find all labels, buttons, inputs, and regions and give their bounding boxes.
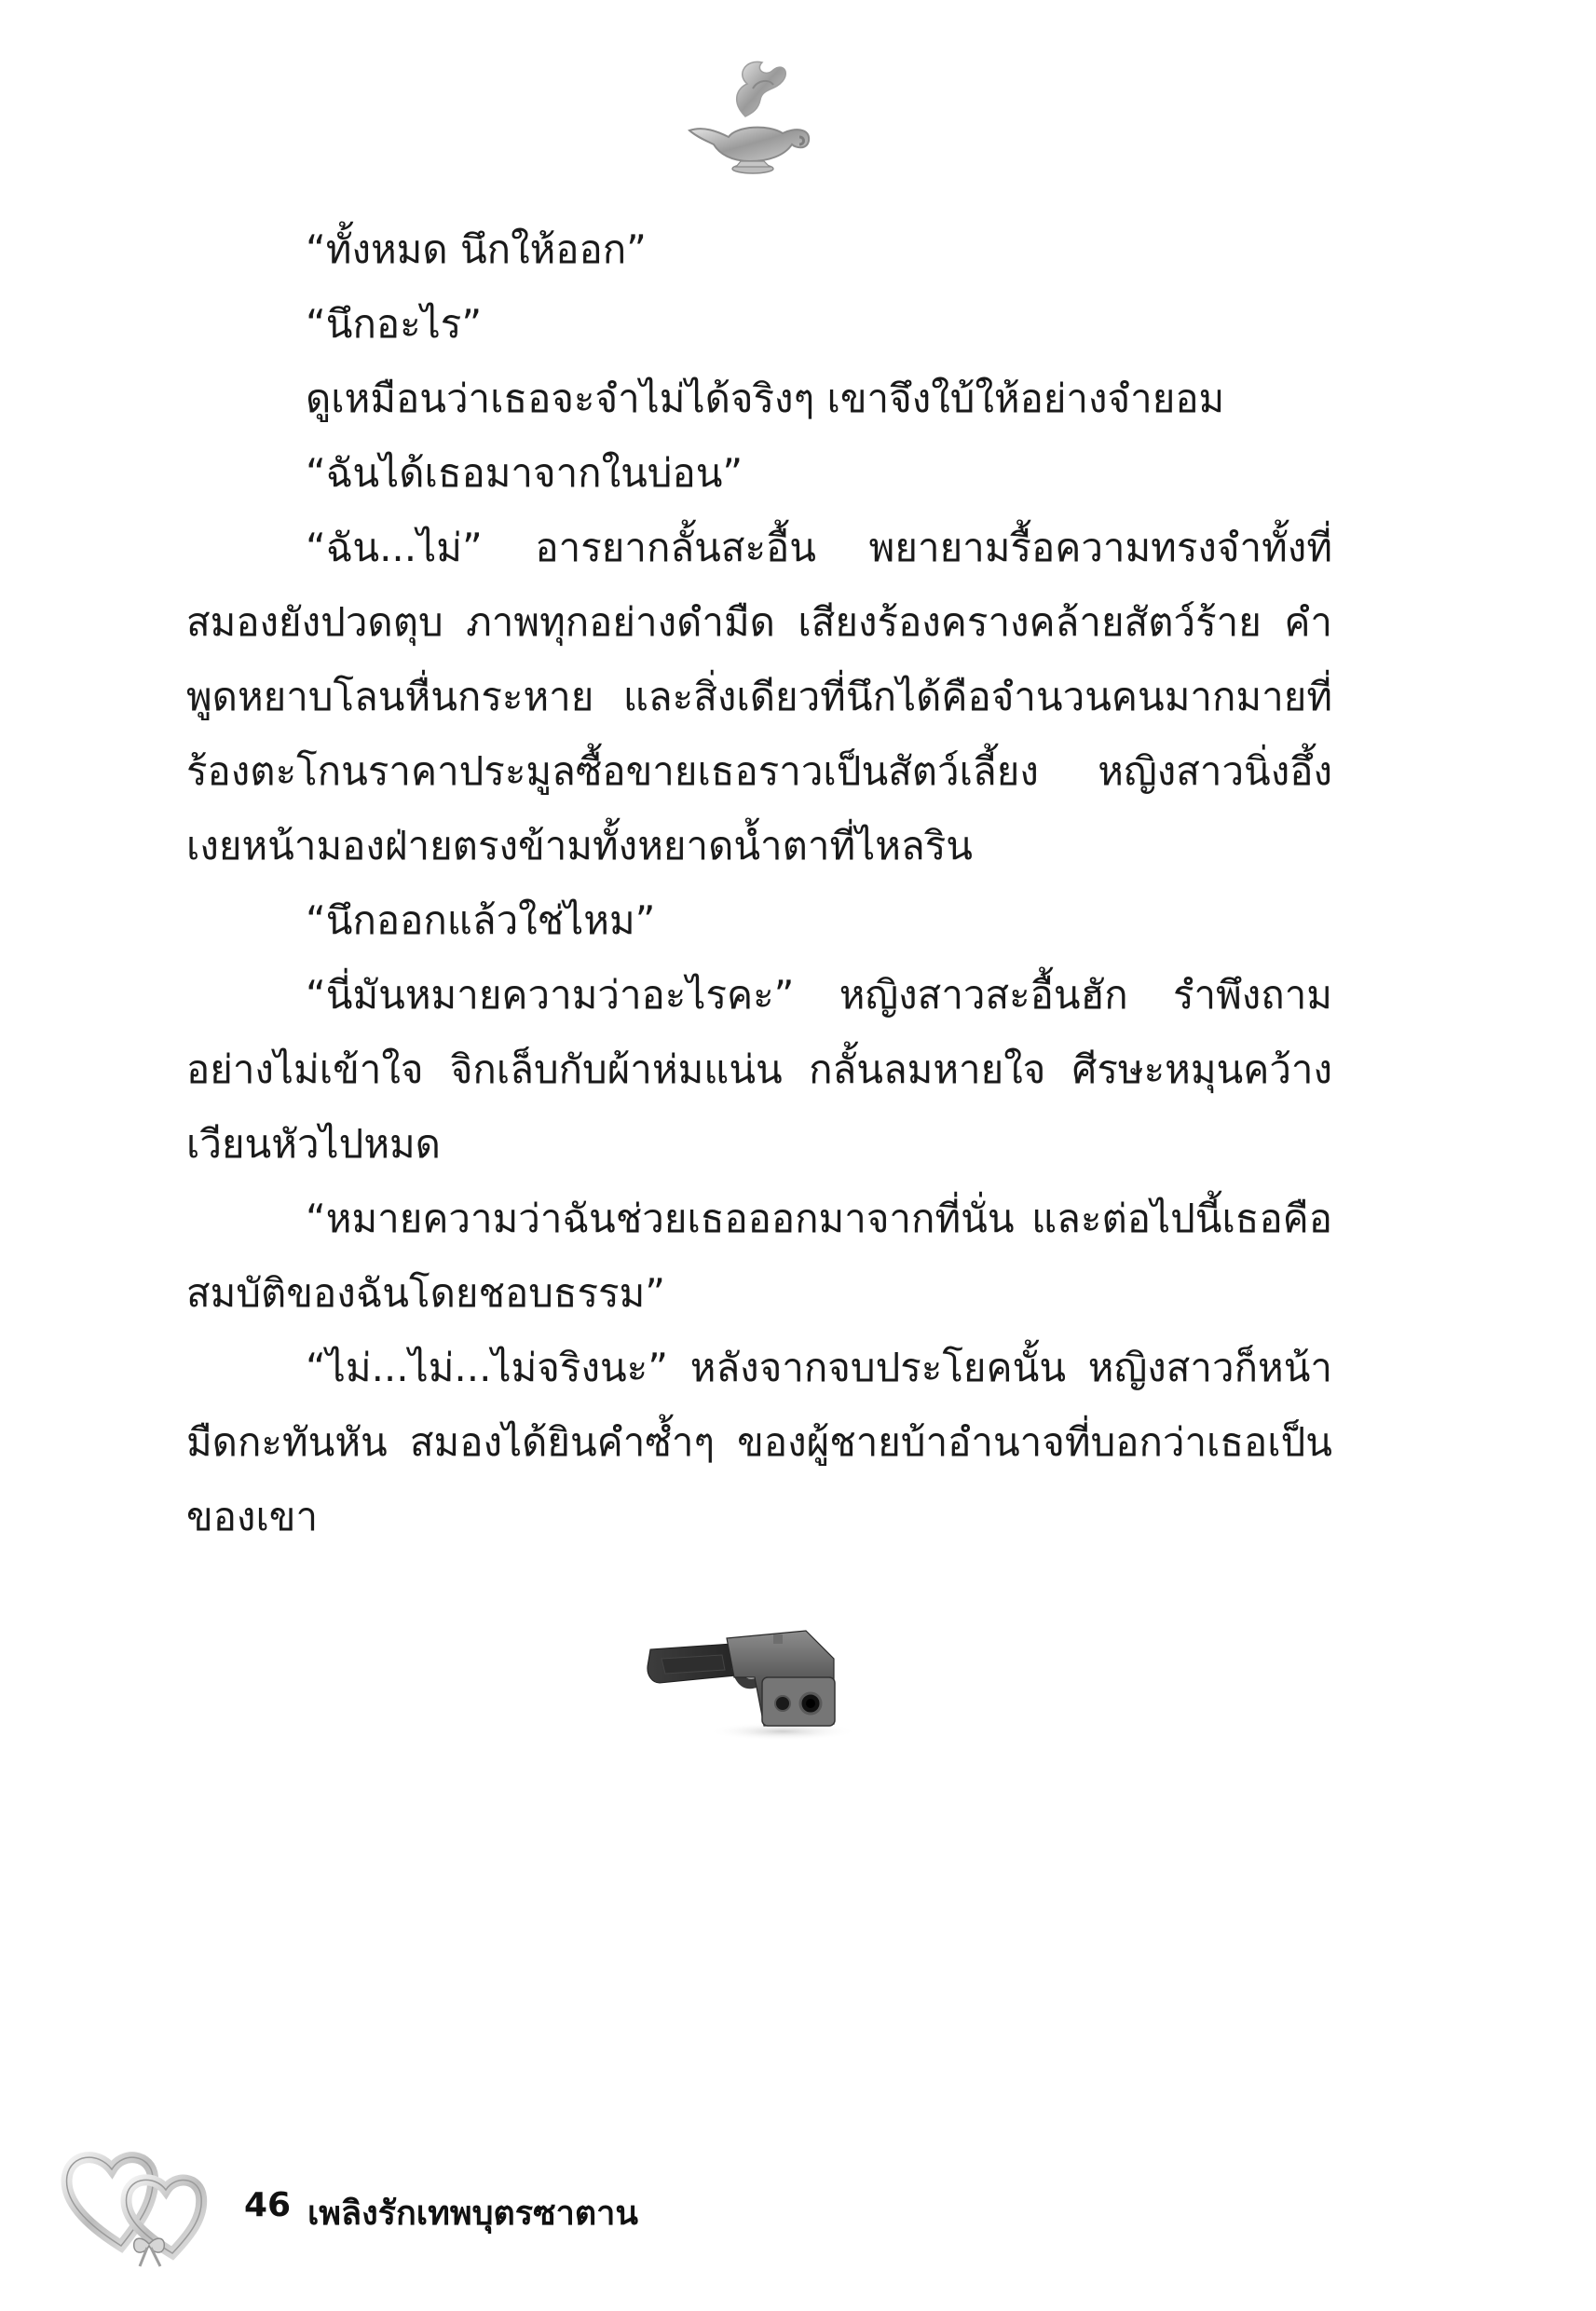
paragraph-6: “นึกออกแล้วใช่ไหม” bbox=[306, 897, 656, 943]
handgun-icon bbox=[643, 1621, 857, 1743]
magic-lamp-icon bbox=[680, 51, 820, 177]
book-title: เพลิงรักเทพบุตรซาตาน bbox=[307, 2195, 638, 2233]
paragraph-3: ดูเหมือนว่าเธอจะจำไม่ได้จริงๆ เขาจึงใบ้ให้อย่างจำยอม bbox=[306, 376, 1225, 421]
paragraph-9: “ไม่...ไม่...ไม่จริงนะ” หลังจากจบประโยคนั้น หญิงสาวก็หน้ามืดกะทันหัน สมองได้ยินคำซ้ำๆ ของผู้ชายบ้าอำนาจที่บอกว่าเธอเป็นของเขา bbox=[186, 1345, 1332, 1539]
page-footer bbox=[56, 2134, 894, 2274]
paragraph-4: “ฉันได้เธอมาจากในบ่อน” bbox=[306, 450, 743, 496]
hearts-ribbon-icon bbox=[56, 2134, 242, 2274]
chapter-body bbox=[186, 212, 1332, 1554]
page-number: 46 bbox=[244, 2186, 292, 2224]
paragraph-1: “ทั้งหมด นึกให้ออก” bbox=[306, 226, 647, 272]
paragraph-7: “นี่มันหมายความว่าอะไรคะ” หญิงสาวสะอื้นฮัก รำพึงถามอย่างไม่เข้าใจ จิกเล็บกับผ้าห่มแน่น กลั้นลมหายใจ ศีรษะหมุนคว้างเวียนหัวไปหมด bbox=[186, 972, 1332, 1167]
paragraph-2: “นึกอะไร” bbox=[306, 301, 483, 347]
paragraph-8: “หมายความว่าฉันช่วยเธอออกมาจากที่นั่น และต่อไปนี้เธอคือสมบัติของฉันโดยชอบธรรม” bbox=[186, 1196, 1332, 1316]
paragraph-5: “ฉัน...ไม่” อารยากลั้นสะอื้น พยายามรื้อความทรงจำทั้งที่สมองยังปวดตุบ ภาพทุกอย่างดำมืด เสียงร้องครางคล้ายสัตว์ร้าย คำพูดหยาบโลนหื่นกระหาย และสิ่งเดียวที่นึกได้คือจำนวนคนมากมายที่ร้องตะโกนราคาประมูลซื้อขายเธอราวเป็นสัตว์เลี้ยง หญิงสาวนิ่งอึ้งเงยหน้ามองฝ่ายตรงข้ามทั้งหยาดน้ำตาที่ไหลริน bbox=[186, 525, 1332, 868]
